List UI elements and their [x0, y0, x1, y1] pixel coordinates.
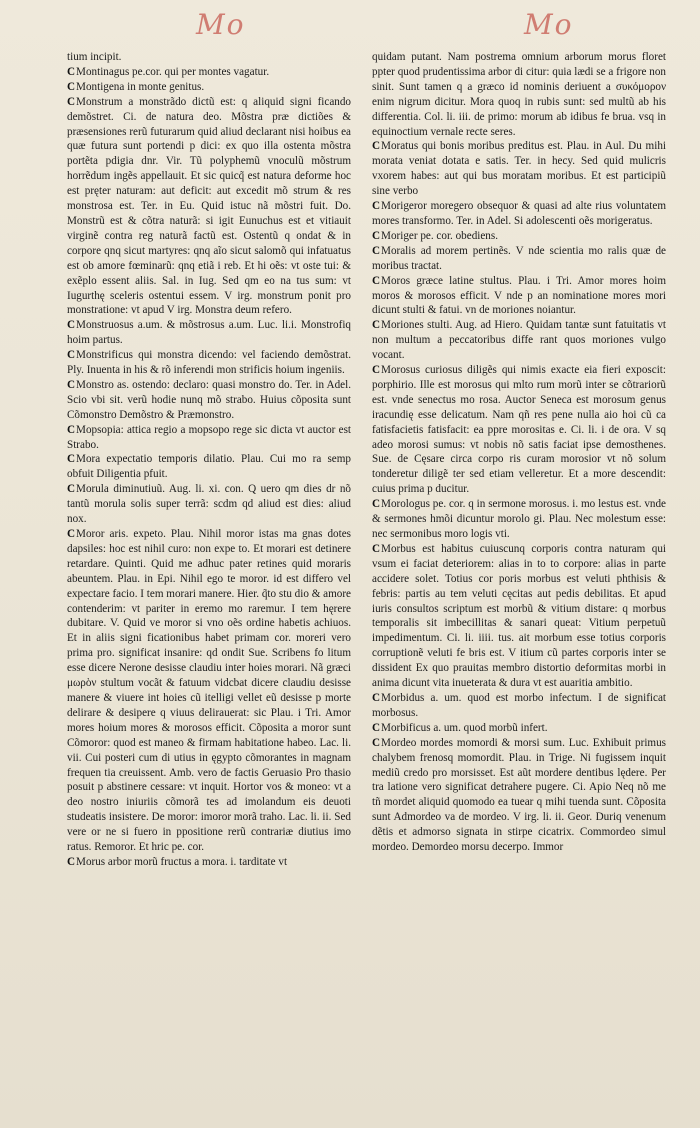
- entry-text: Moralis ad morem pertinẽs. V nde scientia mo ralis quæ de moribus tractat.: [372, 244, 666, 272]
- running-head-right: Mo: [524, 8, 574, 41]
- paragraph-mark-icon: C: [372, 229, 381, 242]
- dictionary-entry: [372, 497, 666, 542]
- entry-text: Mordeo mordes momordi & morsi sum. Luc. Exhibuit primus chalybem frenosq momordit. Plau. in Trige. Ni fugissem inquit mediũ credo pro morsisset. Est aũt mordere dentibus lędere. Per tra latione vero significat detrahere pugere. Ci. Apio Neq nõ me tñ mordet aliquid quomodo ea tuear q mihi tuenda sunt. Cõposita sunt Admordeo va de mordeo. V irg. li. ii. Geor. Duriq venenum dẽtis et admorso signata in stirpe cicatrix. Commordeo simul mordeo. Demordeo morsu decerpo. Immor: [372, 736, 666, 854]
- dictionary-entry: [372, 50, 666, 139]
- paragraph-mark-icon: C: [372, 200, 381, 213]
- paragraph-mark-icon: C: [372, 542, 381, 555]
- dictionary-entry: [372, 721, 666, 736]
- dictionary-entry: [372, 318, 666, 363]
- paragraph-mark-icon: C: [67, 855, 76, 868]
- entry-text: Mora expectatio temporis dilatio. Plau. Cui mo ra semp obfuit Diligentia pfuit.: [67, 453, 351, 481]
- entry-text: quidam putant. Nam postrema omnium arborum morus floret ppter quod prudentissima arbor di citur: quia lædi se a frigore non sinit. Sunt tamen q a græco id nominis deriuent a συκόμορον enim nigrum dicitur. Mora quoq in rubis sunt: sed multũ ab his differentia. Col. li. iii. de primo: morum ab idibus fe brua. vsq in equinoctium vernale recte seres.: [372, 51, 666, 138]
- paragraph-mark-icon: C: [67, 378, 76, 391]
- dictionary-entry: [67, 348, 351, 378]
- dictionary-entry: [67, 423, 351, 453]
- entry-text: Montinagus pe.cor. qui per montes vagatur.: [76, 65, 270, 78]
- dictionary-entry: [67, 95, 351, 319]
- dictionary-entry: [372, 139, 666, 199]
- paragraph-mark-icon: C: [67, 80, 76, 93]
- dictionary-entry: [67, 378, 351, 423]
- dictionary-entry: [372, 274, 666, 319]
- dictionary-entry: [372, 199, 666, 229]
- left-text-column: [67, 50, 351, 1110]
- dictionary-entry: [67, 855, 351, 870]
- entry-text: Moros græce latine stultus. Plau. i Tri. Amor mores hoim moros & morosos efficit. V nde p an nominatione mores mori dicunt stulti & fatui. vn de moriones noiantur.: [372, 274, 666, 317]
- entry-text: tium incipit.: [67, 51, 122, 63]
- entry-text: Morbidus a. um. quod est morbo infectum. I de significat morbosus.: [372, 691, 666, 719]
- entry-text: Moriones stulti. Aug. ad Hiero. Quidam tantæ sunt fatuitatis vt non multum a peccatoribus diffe rant quos moriones vulgo vocant.: [372, 319, 666, 362]
- paragraph-mark-icon: C: [67, 319, 76, 332]
- paragraph-mark-icon: C: [372, 721, 381, 734]
- paragraph-mark-icon: C: [372, 736, 381, 749]
- paragraph-mark-icon: C: [372, 319, 381, 332]
- entry-text: Morosus curiosus diligẽs qui nimis exacte eia fieri exposcit: porphirio. Ille est morosus qui mlto rum morũ inter se cõtrariorũ est. vnde senectus mo rosa. Auctor Seneca est morosum genus iracundię esse delicatum. Nam qñ res pene nulla aio hoi cũ ca fatisfacietis fatisfacit: ea ppre morositas e. Ci. li. i de ora. V sq adeo morosi sumus: vt nobis nõ satis faciat ipse demosthenes. Sue. de Cęsare circa corpo ris curam morosior vt nõ solum tonderetur diligẽ ter sed etiam velleretur. Et a more descendit: cuius prima p ducitur.: [372, 364, 666, 496]
- dictionary-entry: [372, 691, 666, 721]
- dictionary-entry: [67, 452, 351, 482]
- dictionary-entry: [67, 527, 351, 855]
- paragraph-mark-icon: C: [67, 483, 76, 496]
- entry-text: Morigeror moregero obsequor & quasi ad alte rius voluntatem mores transformo. Ter. in Adel. Si adolescenti oẽs morigeratus.: [372, 200, 666, 227]
- entry-text: Morologus pe. cor. q in sermone morosus. i. mo lestus est. vnde & sermones hmõi dicuntur morolo gi. Plau. Nec molestum esse: nec sermonibus moro logis vti.: [372, 498, 666, 540]
- paragraph-mark-icon: C: [67, 95, 76, 108]
- dictionary-entry: [67, 318, 351, 348]
- dictionary-entry: [372, 229, 666, 244]
- entry-text: Monstro as. ostendo: declaro: quasi monstro do. Ter. in Adel. Scio vbi sit. verũ hodie nunq mõ strabo. Huius cõposita sunt Cõmonstro Demõstro & Præmonstro.: [67, 378, 351, 421]
- paragraph-mark-icon: C: [67, 453, 76, 466]
- paragraph-mark-icon: C: [372, 498, 381, 511]
- paragraph-mark-icon: C: [67, 65, 76, 78]
- paragraph-mark-icon: C: [372, 274, 381, 287]
- paragraph-mark-icon: C: [372, 364, 381, 377]
- entry-text: Mopsopia: attica regio a mopsopo rege sic dicta vt auctor est Strabo.: [67, 423, 351, 451]
- paragraph-mark-icon: C: [372, 691, 381, 704]
- paragraph-mark-icon: C: [372, 140, 381, 153]
- paragraph-mark-icon: C: [372, 244, 381, 257]
- entry-text: Monstrificus qui monstra dicendo: vel faciendo demõstrat. Ply. Inuenta in his & rõ inferendi mon strificis hoium ingeniis.: [67, 349, 351, 377]
- dictionary-entry: [372, 736, 666, 855]
- dictionary-entry: [67, 65, 351, 80]
- entry-text: Morula diminutiuũ. Aug. li. xi. con. Q uero qm dies dr nõ tantũ morula solis super terrã: scdm qd aliud est dies: aliud nox.: [67, 483, 351, 526]
- entry-text: Moror aris. expeto. Plau. Nihil moror istas ma gnas dotes dapsiles: hoc est nihil curo: non expe to. Et morari est detinere retardare. Quinti. Quid me adhuc pater retines quid moraris abeuntem. Plau. in Epi. Nihil ego te moror. id est differo vel expectare facio. I tem morari manere. Hier. q̃to stu dio & amore contenderim: vt pariter in eremo mo raremur. I tem hęrere dubitare. V. Quid ve moror si vno oẽs ordine habetis achiuos. Et in aliis signi ficationibus habet primam cor. moreri vero prima pro. significat insanire: qd ondit Sue. Scribens fo litum esse dicere Nerone desisse claudiu inter hoies morari. Nã græci μωρὸν stultum vocãt & fatuum vidcbat dicere claudiu desisse manere & viuere int hoies cũ itelligi vellet eũ desisse p morte delirare & desipere q viuus delirauerat: sic Plau. i Tri. Amor mores hoium mores & morosos efficit. Cõposita a moror sunt Cõmoror: quod est maneo & firmam habitatione habeo. Lac. li. vii. Cui posteri cum di utius in ęgypto cõmorantes in magnam frequen tia creuissent. Amb. vero de factis Geruasio Pro thasio posuit p abstinere cessare: vt inquit. Hortor vos & moneo: vt a deo nostro iniuriis cõmorã tes ad imolandum eis deuoti studeatis insistere. De moror: imoror morã traho. Lac. li. ii. Sed vere or ne si fuero in ppositione rerũ contrariæ diutius imo ratus. Remoror. Et hric pe. cor.: [67, 528, 351, 854]
- entry-text: Morus arbor morũ fructus a mora. i. tarditate vt: [76, 855, 288, 868]
- entry-text: Monstruosus a.um. & mõstrosus a.um. Luc. li.i. Monstrofiq hoim partus.: [67, 319, 351, 347]
- dictionary-entry: [372, 363, 666, 497]
- running-head-left: Mo: [196, 8, 246, 41]
- dictionary-entry: [67, 50, 351, 65]
- entry-text: Moriger pe. cor. obediens.: [381, 229, 498, 242]
- dictionary-entry: [67, 80, 351, 95]
- entry-text: Monstrum a monstrãdo dictũ est: q aliquid signi ficando demõstret. Ci. de natura deo. Mõstra præ dictiões & præsensiones rerũ futurarum quid aliud declarant nisi hoibus ea quæ futura sunt portendi p dici: ex quo illa ostenta mõstra portẽta pdigia dnr. Vir. Tũ polyphemũ vnoculũ mõstrum horrẽdum ingẽs appellauit. Et sic quicq̃ est natura deforme hoc est pręter naturam: aut deficit: aut excedit mõ strum & res monstrosa est. Ter. in Eu. Quid istuc nã mõstri fuit. Do. Monstrũ est & cõtra naturã: si igit Eunuchus est et vitiauit virginẽ contra reg naturã factũ est. Ostentũ q ondat & in corpore qnq sicut martyres: qnq aĩo sicut salomõ qui infatuatus est ob amore fœminarũ: qnq etiã i reb. Et hi oẽs: vt oste tui: & exẽplo essent aliis. Sal. in Iug. Sed qm eo na tus sum: vt Iugurthę sceleris ostentui essem. V irg. monstrum ponit pro monstratione: vt apud V irg. Monstra deum refero.: [67, 95, 351, 317]
- entry-text: Morbus est habitus cuiuscunq corporis contra naturam qui vsum ei faciat deteriorem: alias in to to corpore: alias in parte accidere solet. Totius cor poris morbus est veluti phthisis & febris: partis au tem veluti cęcitas aut pedis debilitas. Et apud iuris consultos scriptum est morbũ & vitium distare: q morbus temporalis sit imbecillitas & sanari queat: Vitium perpetuũ impedimentum. Ci. li. iiii. tus. ait morbum esse totius corporis corruptionẽ veluti fe bris est. V itium cũ partes corporis inter se dissident Ex quo prauitas membro distortio deformitas morbi in anima dicunt vita inueterata & dura vt est auaritia ambitio.: [372, 542, 666, 690]
- entry-text: Moratus qui bonis moribus preditus est. Plau. in Aul. Du mihi morata veniat dotata e satis. Ter. in hecy. Sed quid mulicris vxorem habes: aut qui bus moratam moribus. Et est participiũ sine verbo: [372, 140, 666, 198]
- entry-text: Montigena in monte genitus.: [76, 80, 205, 93]
- dictionary-entry: [67, 482, 351, 527]
- entry-text: Morbificus a. um. quod morbũ infert.: [381, 721, 548, 734]
- right-text-column: [372, 50, 666, 1110]
- dictionary-entry: [372, 542, 666, 691]
- dictionary-entry: [372, 244, 666, 274]
- paragraph-mark-icon: C: [67, 423, 76, 436]
- paragraph-mark-icon: C: [67, 349, 76, 362]
- paragraph-mark-icon: C: [67, 528, 76, 540]
